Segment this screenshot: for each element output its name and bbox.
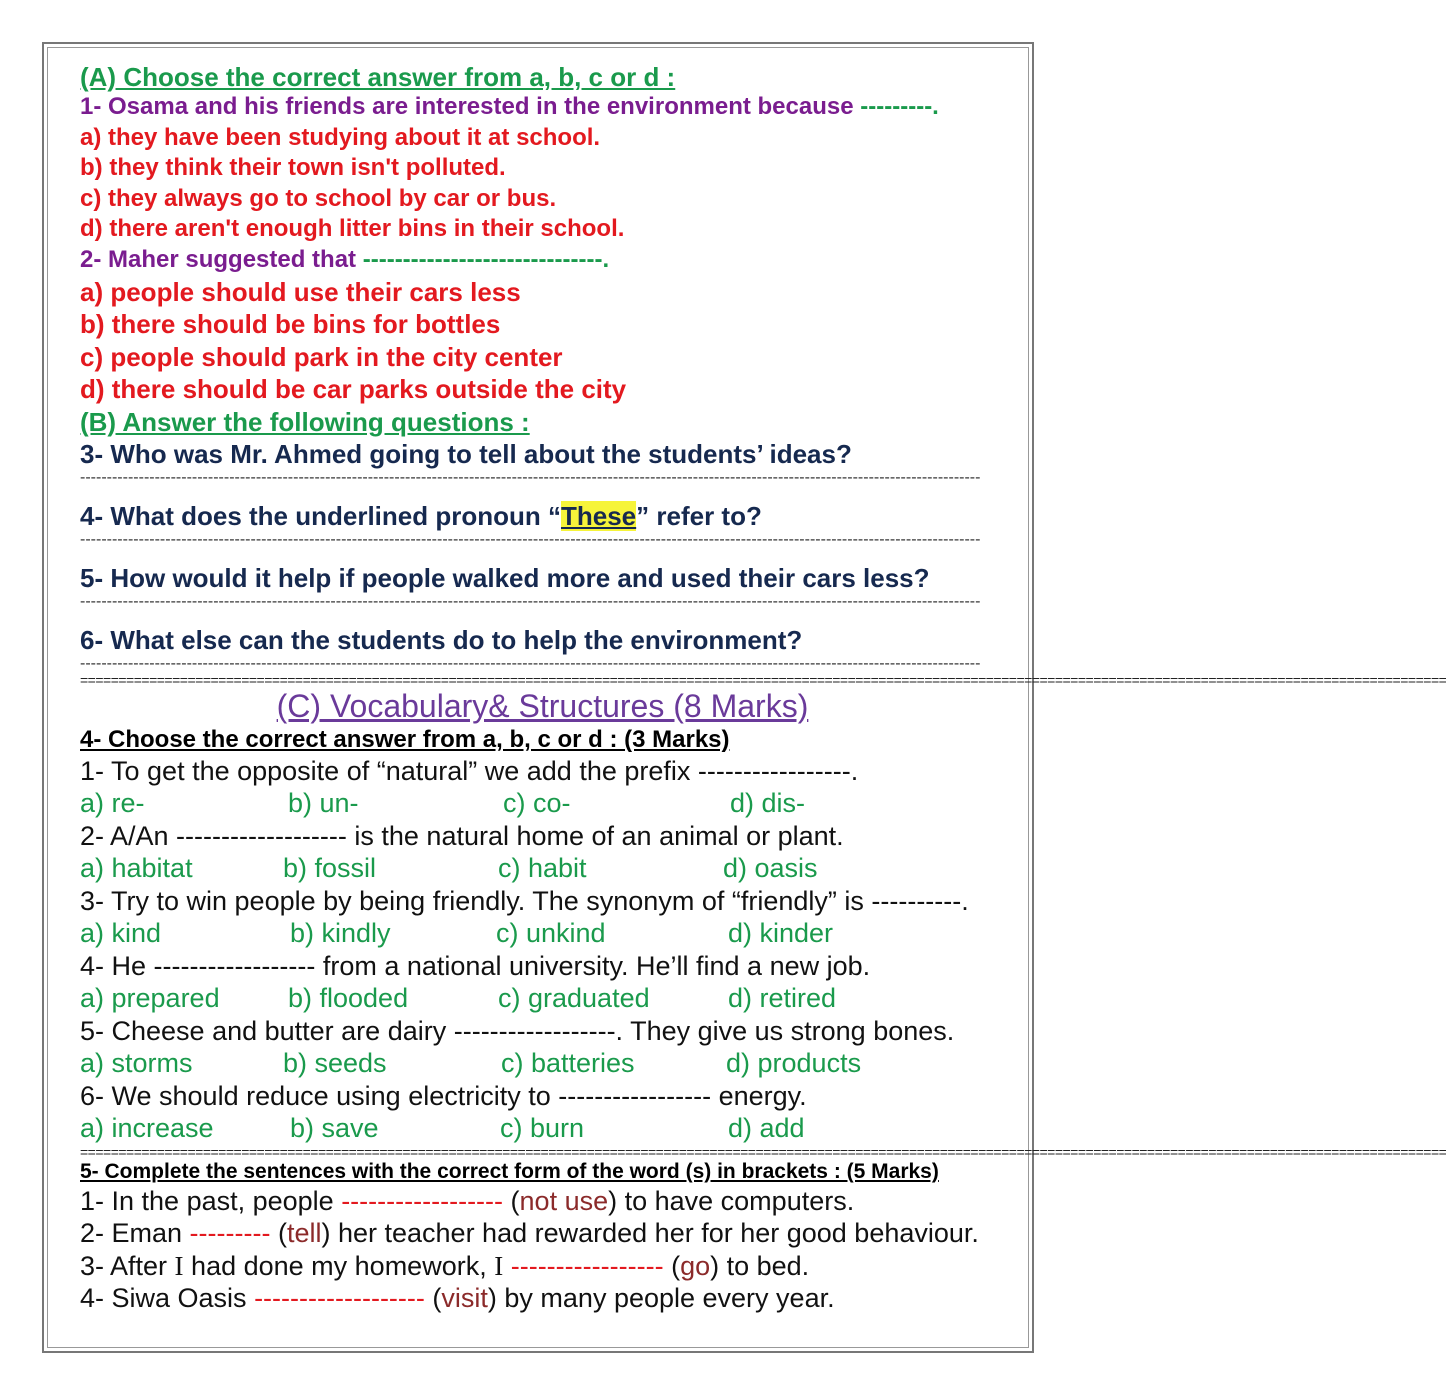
part-b-question-4: 4- What does the underlined pronoun “These” refer to? (80, 500, 762, 531)
word-form-sentence-4: 4- Siwa Oasis ------------------- (visit) by many people every year. (80, 1283, 835, 1314)
bracket-word: go (680, 1250, 711, 1281)
highlighted-pronoun: These (561, 500, 637, 531)
part-a-question-1: 1- Osama and his friends are interested in the environment because ---------. (80, 93, 939, 120)
option-b[interactable]: b) seeds (283, 1048, 387, 1079)
vocab-options (80, 787, 1025, 820)
vocab-question: 5- Cheese and butter are dairy ------------------. They give us strong bones. (80, 1015, 955, 1046)
q2-option-d: d) there should be car parks outside the city (80, 374, 627, 405)
option-c[interactable]: c) habit (498, 853, 587, 884)
answer-blank[interactable]: ------------------- (254, 1283, 425, 1314)
option-d[interactable]: d) kinder (728, 918, 834, 949)
option-d[interactable]: d) retired (728, 983, 837, 1014)
part-b-question-5: 5- How would it help if people walked more and used their cars less? (80, 562, 930, 593)
option-b[interactable]: b) flooded (288, 983, 409, 1014)
section-separator: ================================================================================================================================================================================== (80, 1143, 1446, 1160)
q1-option-d: d) there aren't enough litter bins in their school. (80, 215, 625, 243)
word-form-sentence-2: 2- Eman --------- (tell) her teacher had rewarded her for her good behaviour. (80, 1218, 979, 1249)
vocab-questions (80, 755, 1025, 1145)
section-separator: ================================================================================================================================================================================== (80, 671, 1446, 688)
option-b[interactable]: b) save (290, 1113, 379, 1144)
part-c-heading: (C) Vocabulary& Structures (8 Marks) (276, 687, 809, 724)
part-a (80, 62, 1025, 406)
option-d[interactable]: d) oasis (723, 853, 818, 884)
word-form-sentence-3: 3- After I had done my homework, I ----------------- (go) to bed. (80, 1250, 810, 1281)
option-c[interactable]: c) unkind (496, 918, 606, 949)
worksheet (80, 62, 1446, 1315)
bracket-word: not use (519, 1185, 609, 1216)
answer-blank[interactable]: --------- (189, 1218, 271, 1249)
answer-blank[interactable]: ----------------- (503, 1250, 664, 1281)
option-a[interactable]: a) re- (80, 788, 145, 819)
q1-option-c: c) they always go to school by car or bus. (80, 184, 557, 212)
option-a[interactable]: a) kind (80, 918, 162, 949)
vocab-options (80, 852, 1025, 885)
vocab-options (80, 917, 1025, 950)
answer-line-3[interactable]: ------------------------------------------------------------------------------------------------------------------------------------------------------------------------- (80, 468, 981, 486)
q2-option-c: c) people should park in the city center (80, 341, 563, 372)
part-a-heading: (A) Choose the correct answer from a, b, c or d : (80, 62, 676, 92)
option-a[interactable]: a) habitat (80, 853, 193, 884)
word-form-sentences (80, 1185, 1025, 1315)
answer-line-6[interactable]: ------------------------------------------------------------------------------------------------------------------------------------------------------------------------- (80, 654, 981, 672)
option-b[interactable]: b) un- (288, 788, 359, 819)
vocab-question: 3- Try to win people by being friendly. The synonym of “friendly” is ----------. (80, 885, 969, 916)
option-c[interactable]: c) graduated (498, 983, 650, 1014)
q1-option-a: a) they have been studying about it at school. (80, 123, 601, 151)
answer-line-4[interactable]: ------------------------------------------------------------------------------------------------------------------------------------------------------------------------- (80, 530, 981, 548)
vocab-options (80, 982, 1025, 1015)
word-form-section-heading: 5- Complete the sentences with the correct form of the word (s) in brackets : (5 Marks) (80, 1159, 939, 1183)
part-b (80, 406, 1025, 671)
vocab-question: 2- A/An ------------------- is the natural home of an animal or plant. (80, 820, 844, 851)
vocab-question: 1- To get the opposite of “natural” we add the prefix -----------------. (80, 755, 859, 786)
q1-option-b: b) they think their town isn't polluted. (80, 154, 506, 182)
option-c[interactable]: c) batteries (501, 1048, 635, 1079)
vocab-question: 4- He ------------------ from a national university. He’ll find a new job. (80, 950, 871, 981)
option-b[interactable]: b) fossil (283, 853, 377, 884)
option-c[interactable]: c) co- (503, 788, 571, 819)
option-d[interactable]: d) products (726, 1048, 862, 1079)
option-a[interactable]: a) storms (80, 1048, 193, 1079)
option-c[interactable]: c) burn (500, 1113, 585, 1144)
vocab-options (80, 1112, 1025, 1145)
part-a-question-2: 2- Maher suggested that ------------------------------. (80, 245, 610, 273)
option-a[interactable]: a) prepared (80, 983, 220, 1014)
bracket-word: tell (286, 1218, 322, 1249)
part-b-question-3: 3- Who was Mr. Ahmed going to tell about the students’ ideas? (80, 438, 852, 469)
part-b-question-6: 6- What else can the students do to help the environment? (80, 624, 803, 655)
vocab-options (80, 1047, 1025, 1080)
bracket-word: visit (441, 1283, 488, 1314)
option-d[interactable]: d) add (728, 1113, 805, 1144)
word-form-sentence-1: 1- In the past, people ------------------ (not use) to have computers. (80, 1185, 855, 1216)
answer-line-5[interactable]: ------------------------------------------------------------------------------------------------------------------------------------------------------------------------- (80, 592, 981, 610)
q2-option-a: a) people should use their cars less (80, 276, 521, 307)
vocab-section-heading: 4- Choose the correct answer from a, b, c or d : (3 Marks) (80, 725, 730, 753)
answer-blank[interactable]: ------------------ (341, 1185, 504, 1216)
vocab-question: 6- We should reduce using electricity to ----------------- energy. (80, 1080, 807, 1111)
option-d[interactable]: d) dis- (730, 788, 806, 819)
option-a[interactable]: a) increase (80, 1113, 214, 1144)
q2-option-b: b) there should be bins for bottles (80, 309, 501, 340)
option-b[interactable]: b) kindly (290, 918, 391, 949)
part-b-heading: (B) Answer the following questions : (80, 406, 530, 437)
